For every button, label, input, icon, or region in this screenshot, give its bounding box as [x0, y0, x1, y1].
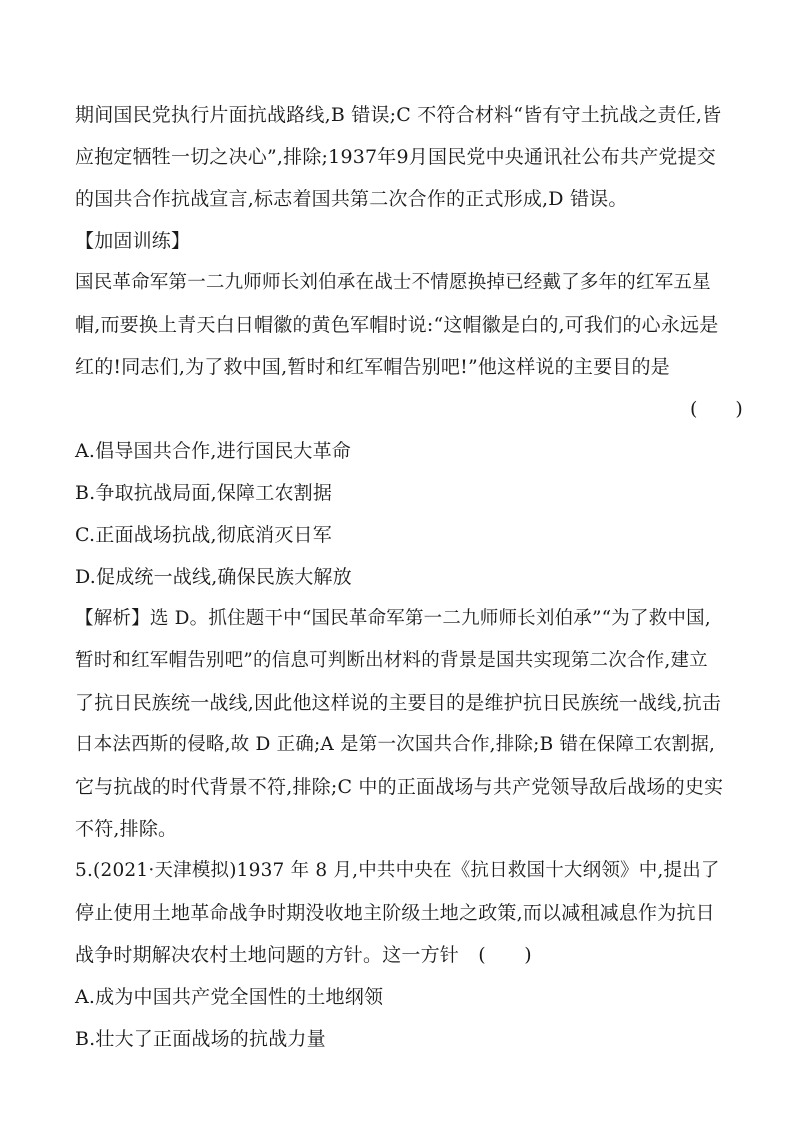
question5-stem-line: 停止使用土地革命战争时期没收地主阶级土地之政策,而以减租减息作为抗日 [75, 902, 715, 924]
training-stem-line: 国民革命军第一二九师师长刘伯承在战士不情愿换掉已经戴了多年的红军五星 [75, 272, 711, 293]
option-a: A.倡导国共合作,进行国民大革命 [75, 440, 352, 462]
question5-stem-line: 5.(2021·天津模拟)1937 年 8 月,中共中央在《抗日救国十大纲领》中,提出了 [75, 860, 720, 881]
training-stem-line: 红的!同志们,为了救中国,暂时和红军帽告别吧!”他这样说的主要目的是 [75, 356, 670, 378]
analysis-first-line [75, 606, 711, 632]
analysis-label: 【解析】 [75, 608, 150, 629]
training-stem-line: 帽,而要换上青天白日帽徽的黄色军帽时说:“这帽徽是白的,可我们的心永远是 [75, 314, 719, 336]
option-d: D.促成统一战线,确保民族大解放 [75, 566, 352, 588]
prev-analysis-line: 的国共合作抗战宣言,标志着国共第二次合作的正式形成,D 错误。 [75, 188, 628, 210]
analysis-line: 它与抗战的时代背景不符,排除;C 中的正面战场与共产党领导敌后战场的史实 [75, 776, 724, 798]
question5-option-b: B.壮大了正面战场的抗战力量 [75, 1028, 326, 1050]
option-b: B.争取抗战局面,保障工农割据 [75, 482, 333, 504]
training-heading: 【加固训练】 [75, 230, 191, 252]
option-c: C.正面战场抗战,彻底消灭日军 [75, 524, 332, 546]
answer-parentheses: ( ) [690, 398, 743, 420]
analysis-line: 了抗日民族统一战线,因此他这样说的主要目的是维护抗日民族统一战线,抗击 [75, 692, 722, 714]
analysis-text: 选 D。抓住题干中“国民革命军第一二九师师长刘伯承”“为了救中国, [149, 608, 711, 629]
prev-analysis-line: 应抱定牺牲一切之决心”,排除;1937年9月国民党中央通讯社公布共产党提交 [75, 146, 716, 168]
analysis-line: 不符,排除。 [75, 818, 178, 840]
question5-option-a: A.成为中国共产党全国性的土地纲领 [75, 986, 384, 1008]
prev-analysis-line: 期间国民党执行片面抗战路线,B 错误;C 不符合材料“皆有守土抗战之责任,皆 [75, 104, 722, 126]
analysis-line: 暂时和红军帽告别吧”的信息可判断出材料的背景是国共实现第二次合作,建立 [75, 650, 708, 671]
analysis-line: 日本法西斯的侵略,故 D 正确;A 是第一次国共合作,排除;B 错在保障工农割据, [75, 734, 716, 755]
question5-stem-line: 战争时期解决农村土地问题的方针。这一方针 ( ) [75, 944, 532, 966]
